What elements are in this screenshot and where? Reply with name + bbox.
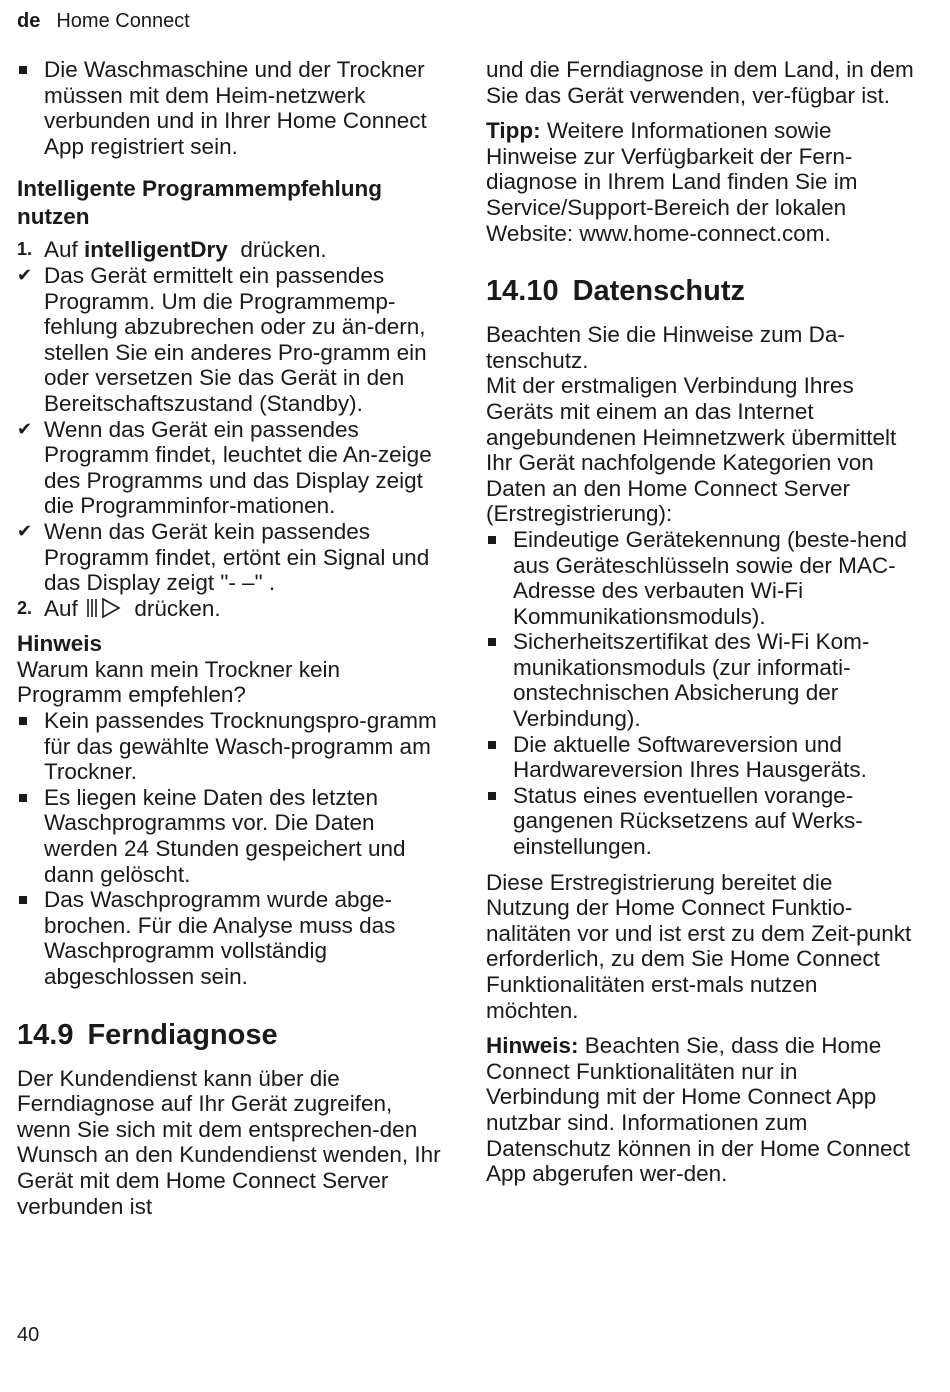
button-name-intelligentdry: intelligentDry xyxy=(84,237,228,263)
note-label: Hinweis: xyxy=(486,1033,579,1059)
list-item: Eindeutige Gerätekennung (beste-hend aus Geräteschlüsseln sowie der MAC-Adresse des verbauten Wi-Fi Kommunikationsmoduls). xyxy=(486,527,916,629)
intro-bullet-list xyxy=(17,57,447,159)
note-text: Beachten Sie, dass die Home Connect Funktionalitäten nur in Verbindung mit der Home Connect App nutzbar sind. Informationen zum Datenschutz können in der Home Connect App abgerufen wer-den. xyxy=(486,1033,910,1187)
tip-label: Tipp: xyxy=(486,118,541,144)
section-title: Datenschutz xyxy=(572,275,745,308)
page-header xyxy=(17,8,190,34)
note-bullet-list xyxy=(17,708,447,990)
checkmark-icon: ✔ xyxy=(17,520,33,541)
tip-text: Weitere Informationen sowie Hinweise zur Verfügbarkeit der Fern-diagnose in Ihrem Land finden Sie im Service/Support-Bereich der lokalen Website: www.home-connect.com. xyxy=(486,118,858,246)
section-title: Ferndiagnose xyxy=(87,1018,278,1051)
section-paragraph-2: Mit der erstmaligen Verbindung Ihres Geräts mit einem an das Internet angebundenen Heimnetzwerk übermittelt Ihr Gerät nachfolgende Kategorien von Daten an den Home Connect Server (Erstregistrierung): xyxy=(486,373,897,527)
subheading-program-recommendation: Intelligente Programmempfehlung nutzen xyxy=(17,176,383,230)
step-2 xyxy=(17,596,447,622)
step-number: 1. xyxy=(17,239,33,260)
step-text-pre: Auf xyxy=(44,595,78,621)
result-text: Das Gerät ermittelt ein passendes Programm. Um die Programmemp-fehlung abzubrechen oder zu än-dern, stellen Sie ein anderes Pro-gramm ein oder versetzen Sie das Gerät in den Bereitschaftszustand (Standby). xyxy=(44,262,427,416)
section-heading-datenschutz xyxy=(486,274,916,308)
step-1 xyxy=(17,237,447,263)
left-column xyxy=(17,57,447,1229)
list-item: Das Waschprogramm wurde abge-brochen. Für die Analyse muss das Waschprogramm vollständig abgeschlossen sein. xyxy=(17,887,447,989)
section-number: 14.9 xyxy=(17,1018,74,1051)
page-number: 40 xyxy=(17,1324,40,1346)
result-item xyxy=(17,263,447,417)
note-question: Warum kann mein Trockner kein Programm empfehlen? xyxy=(17,656,341,708)
step-text-pre: Auf xyxy=(44,237,78,263)
checkmark-icon: ✔ xyxy=(17,264,33,285)
result-item xyxy=(17,519,447,596)
steps-list-1 xyxy=(17,237,447,263)
right-column xyxy=(486,57,916,1197)
result-text: Wenn das Gerät kein passendes Programm findet, ertönt ein Signal und das Display zeigt "- –" . xyxy=(44,518,430,596)
data-categories-list xyxy=(486,527,916,860)
step-text-post: drücken. xyxy=(134,595,221,621)
section-paragraph-3: Diese Erstregistrierung bereitet die Nutzung der Home Connect Funktio-nalitäten vor und ist erst zu dem Zeit-punkt erforderlich, zu dem Sie Home Connect Funktionalitäten erst-mals nutzen möchten. xyxy=(486,869,912,1023)
note-heading: Hinweis xyxy=(17,631,103,657)
language-code: de xyxy=(17,10,41,32)
list-item: Kein passendes Trocknungspro-gramm für das gewählte Wasch-programm am Trockner. xyxy=(17,708,447,785)
step-number: 2. xyxy=(17,597,33,618)
result-item xyxy=(17,417,447,519)
list-item: Es liegen keine Daten des letzten Waschprogramms vor. Die Daten werden 24 Stunden gespeichert und dann gelöscht. xyxy=(17,785,447,887)
tip-paragraph xyxy=(486,118,916,246)
section-paragraph-1: Beachten Sie die Hinweise zum Da-tenschutz. xyxy=(486,322,845,373)
checkmark-icon: ✔ xyxy=(17,418,33,439)
section-text: Der Kundendienst kann über die Ferndiagnose auf Ihr Gerät zugreifen, wenn Sie sich mit dem entsprechen-den Wunsch an den Kundendienst wenden, Ihr Gerät mit dem Home Connect Server verbunden ist xyxy=(17,1065,441,1219)
result-text: Wenn das Gerät ein passendes Programm findet, leuchtet die An-zeige des Programms und das Display zeigt die Programminfor-mationen. xyxy=(44,416,432,519)
section-heading-ferndiagnose xyxy=(17,1018,447,1052)
step-text-post: drücken. xyxy=(240,237,327,263)
list-item: Status eines eventuellen vorange-gangenen Rücksetzens auf Werks-einstellungen. xyxy=(486,783,916,860)
section-number: 14.10 xyxy=(486,275,559,308)
list-item: Die Waschmaschine und der Trockner müssen mit dem Heim-netzwerk verbunden und in Ihrer Home Connect App registriert sein. xyxy=(17,57,447,159)
privacy-note xyxy=(486,1033,916,1187)
start-pause-icon xyxy=(86,597,122,619)
list-item: Die aktuelle Softwareversion und Hardwareversion Ihres Hausgeräts. xyxy=(486,732,916,783)
continuation-text: und die Ferndiagnose in dem Land, in dem Sie das Gerät verwenden, ver-fügbar ist. xyxy=(486,57,914,108)
header-title: Home Connect xyxy=(56,10,190,32)
steps-list-2 xyxy=(17,596,447,622)
list-item: Sicherheitszertifikat des Wi-Fi Kom-munikationsmoduls (zur informati-onstechnischen Absicherung der Verbindung). xyxy=(486,629,916,731)
results-list xyxy=(17,263,447,596)
